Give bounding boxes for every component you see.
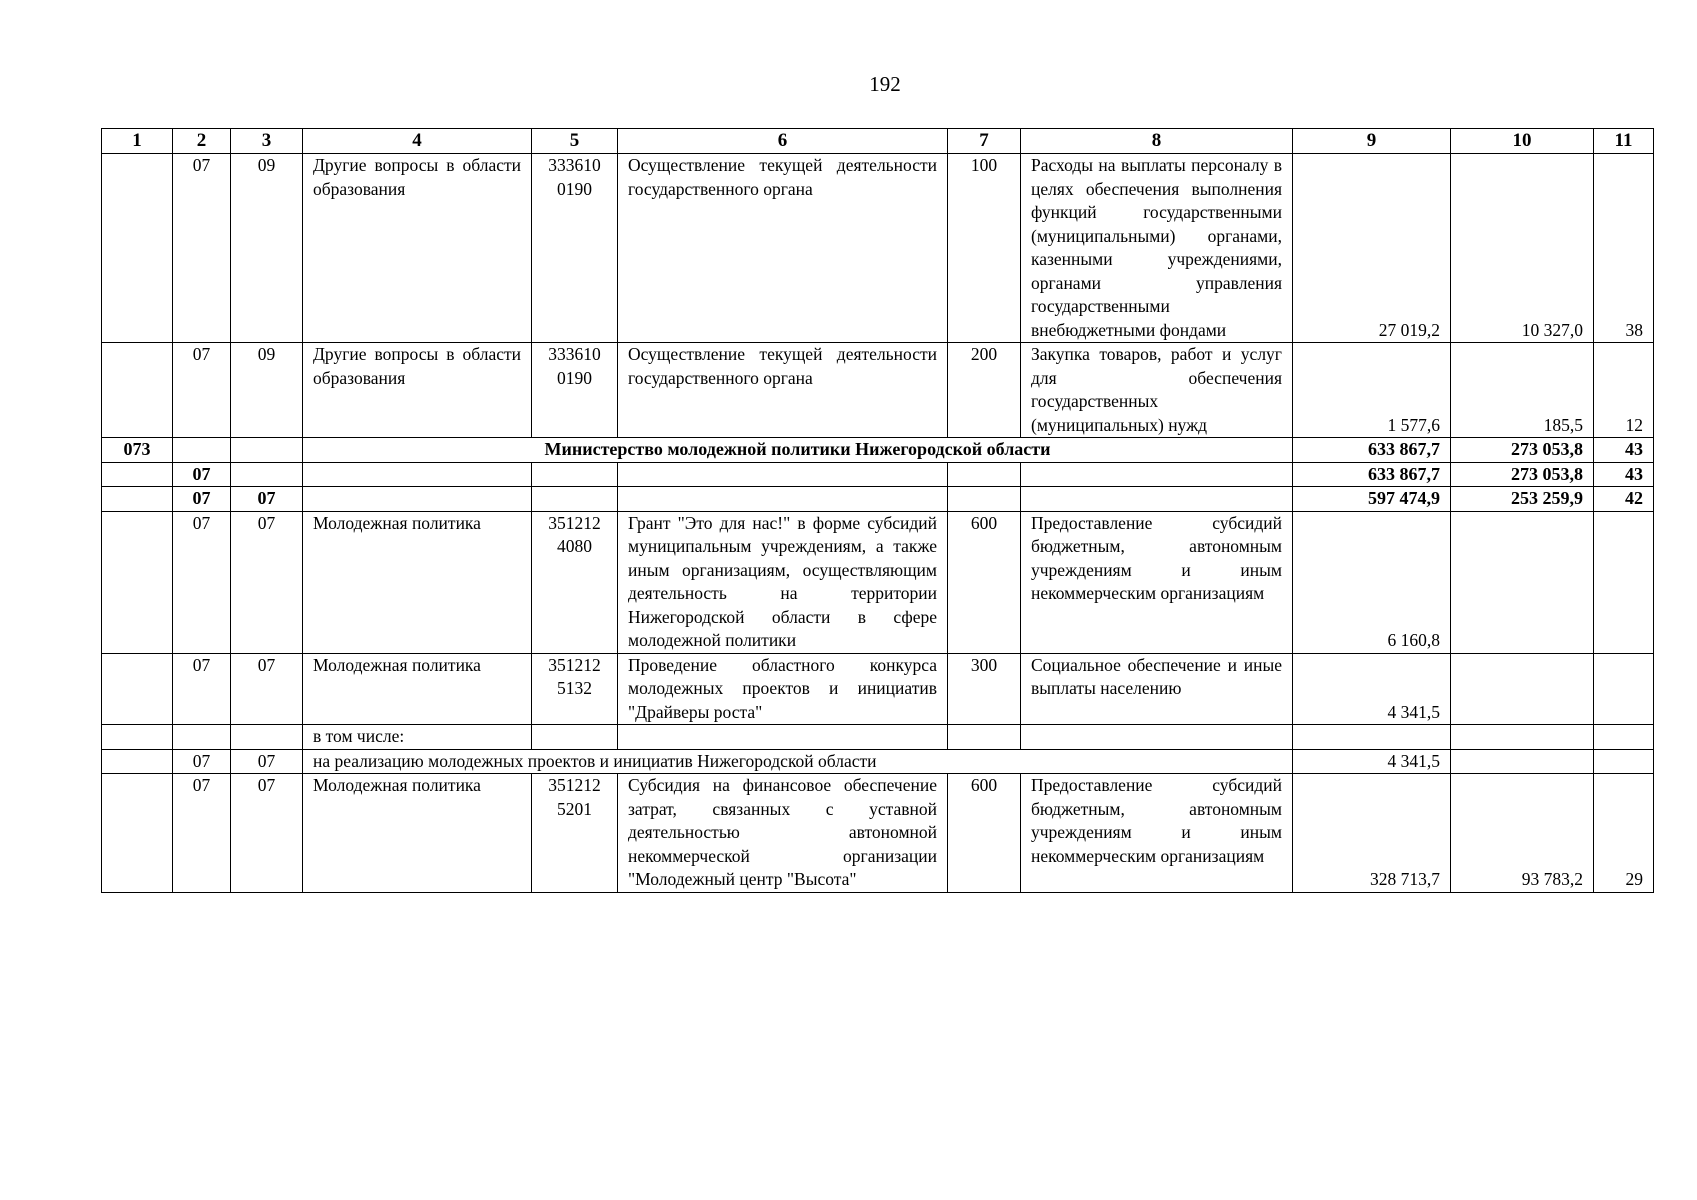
cell-target-name: Субсидия на финансовое обеспечение затрат, связанных с уставной деятельностью автономной некоммерческой организации "Молодежный центр "Высота" (618, 774, 948, 893)
cell-section: 07 (173, 154, 231, 343)
cell-target-name (618, 725, 948, 750)
cell-expense-type: 200 (948, 343, 1021, 438)
cell-percent: 43 (1594, 438, 1654, 463)
cell-expense-type-name: Социальное обеспечение и иные выплаты населению (1021, 653, 1293, 725)
including-row (102, 725, 1654, 750)
cell-amount-plan: 597 474,9 (1293, 487, 1451, 512)
header-cell: 2 (173, 129, 231, 154)
header-row (102, 129, 1654, 154)
header-cell: 10 (1451, 129, 1594, 154)
table-row (102, 154, 1654, 343)
table-row (102, 511, 1654, 653)
cell-percent: 38 (1594, 154, 1654, 343)
cell-amount-actual: 93 783,2 (1451, 774, 1594, 893)
cell-ministry-code (102, 462, 173, 487)
cell-target-code (532, 487, 618, 512)
budget-table (101, 128, 1654, 893)
cell-target-name: Осуществление текущей деятельности государственного органа (618, 154, 948, 343)
subsection-row (102, 487, 1654, 512)
cell-subsection-name: Другие вопросы в области образования (303, 343, 532, 438)
cell-ministry-code (102, 774, 173, 893)
cell-amount-actual: 185,5 (1451, 343, 1594, 438)
cell-subsection: 07 (231, 653, 303, 725)
cell-section: 07 (173, 462, 231, 487)
cell-percent (1594, 749, 1654, 774)
cell-expense-type: 300 (948, 653, 1021, 725)
cell-expense-type (948, 462, 1021, 487)
cell-section (173, 438, 231, 463)
cell-amount-actual: 273 053,8 (1451, 462, 1594, 487)
cell-ministry-code (102, 653, 173, 725)
header-cell: 1 (102, 129, 173, 154)
cell-expense-type: 100 (948, 154, 1021, 343)
cell-target-name: Осуществление текущей деятельности государственного органа (618, 343, 948, 438)
cell-subsection-name: Молодежная политика (303, 774, 532, 893)
cell-percent: 42 (1594, 487, 1654, 512)
cell-ministry-code (102, 511, 173, 653)
cell-subsection-name (303, 462, 532, 487)
header-cell: 11 (1594, 129, 1654, 154)
cell-section: 07 (173, 487, 231, 512)
cell-section: 07 (173, 749, 231, 774)
cell-ministry-code (102, 749, 173, 774)
cell-amount-actual (1451, 511, 1594, 653)
header-cell: 6 (618, 129, 948, 154)
cell-subsection-name (303, 487, 532, 512)
cell-amount-actual (1451, 653, 1594, 725)
cell-subsection-name: Молодежная политика (303, 653, 532, 725)
cell-percent (1594, 511, 1654, 653)
cell-percent: 43 (1594, 462, 1654, 487)
cell-amount-plan: 4 341,5 (1293, 749, 1451, 774)
cell-amount-actual: 253 259,9 (1451, 487, 1594, 512)
cell-target-name (618, 462, 948, 487)
header-cell: 8 (1021, 129, 1293, 154)
cell-subsection: 07 (231, 774, 303, 893)
cell-target-name (618, 487, 948, 512)
cell-amount-plan: 4 341,5 (1293, 653, 1451, 725)
cell-target-code: 351212 5201 (532, 774, 618, 893)
cell-ministry-code: 073 (102, 438, 173, 463)
cell-subsection-name: Молодежная политика (303, 511, 532, 653)
cell-amount-actual (1451, 725, 1594, 750)
header-cell: 3 (231, 129, 303, 154)
cell-percent (1594, 725, 1654, 750)
cell-expense-type-name (1021, 462, 1293, 487)
page-number: 192 (869, 72, 901, 96)
cell-subsection (231, 725, 303, 750)
cell-percent (1594, 653, 1654, 725)
cell-target-name: Проведение областного конкурса молодежных проектов и инициатив "Драйверы роста" (618, 653, 948, 725)
including-detail-row (102, 749, 1654, 774)
cell-target-code: 351212 4080 (532, 511, 618, 653)
cell-expense-type-name: Закупка товаров, работ и услуг для обеспечения государственных (муниципальных) нужд (1021, 343, 1293, 438)
cell-amount-plan (1293, 725, 1451, 750)
section-row (102, 462, 1654, 487)
cell-subsection (231, 438, 303, 463)
cell-ministry-code (102, 487, 173, 512)
including-detail-text: на реализацию молодежных проектов и инициатив Нижегородской области (303, 749, 1293, 774)
cell-amount-actual (1451, 749, 1594, 774)
cell-amount-actual: 10 327,0 (1451, 154, 1594, 343)
cell-target-code: 351212 5132 (532, 653, 618, 725)
table-row (102, 343, 1654, 438)
cell-amount-plan: 6 160,8 (1293, 511, 1451, 653)
cell-amount-plan: 633 867,7 (1293, 438, 1451, 463)
cell-amount-plan: 633 867,7 (1293, 462, 1451, 487)
cell-subsection (231, 462, 303, 487)
cell-expense-type (948, 487, 1021, 512)
cell-ministry-code (102, 154, 173, 343)
cell-subsection: 09 (231, 154, 303, 343)
cell-expense-type: 600 (948, 774, 1021, 893)
cell-section: 07 (173, 653, 231, 725)
cell-expense-type-name (1021, 725, 1293, 750)
cell-subsection-name: Другие вопросы в области образования (303, 154, 532, 343)
cell-expense-type-name: Предоставление субсидий бюджетным, автономным учреждениям и иным некоммерческим организациям (1021, 511, 1293, 653)
cell-target-code: 333610 0190 (532, 343, 618, 438)
cell-expense-type: 600 (948, 511, 1021, 653)
header-cell: 7 (948, 129, 1021, 154)
cell-subsection: 07 (231, 511, 303, 653)
cell-ministry-code (102, 725, 173, 750)
cell-amount-actual: 273 053,8 (1451, 438, 1594, 463)
ministry-row (102, 438, 1654, 463)
cell-amount-plan: 27 019,2 (1293, 154, 1451, 343)
ministry-title: Министерство молодежной политики Нижегородской области (303, 438, 1293, 463)
cell-percent: 12 (1594, 343, 1654, 438)
cell-section: 07 (173, 511, 231, 653)
cell-subsection: 07 (231, 749, 303, 774)
cell-subsection: 09 (231, 343, 303, 438)
cell-section: 07 (173, 774, 231, 893)
table-row (102, 774, 1654, 893)
cell-amount-plan: 1 577,6 (1293, 343, 1451, 438)
cell-expense-type-name (1021, 487, 1293, 512)
header-cell: 4 (303, 129, 532, 154)
cell-section: 07 (173, 343, 231, 438)
header-cell: 9 (1293, 129, 1451, 154)
cell-amount-plan: 328 713,7 (1293, 774, 1451, 893)
cell-expense-type (948, 725, 1021, 750)
cell-expense-type-name: Предоставление субсидий бюджетным, автономным учреждениям и иным некоммерческим организациям (1021, 774, 1293, 893)
table-row (102, 653, 1654, 725)
cell-target-code (532, 725, 618, 750)
cell-subsection: 07 (231, 487, 303, 512)
cell-ministry-code (102, 343, 173, 438)
cell-percent: 29 (1594, 774, 1654, 893)
header-cell: 5 (532, 129, 618, 154)
cell-target-code: 333610 0190 (532, 154, 618, 343)
cell-target-name: Грант "Это для нас!" в форме субсидий муниципальным учреждениям, а также иным организациям, осуществляющим деятельность на территории Нижегородской области в сфере молодежной политики (618, 511, 948, 653)
cell-target-code (532, 462, 618, 487)
cell-section (173, 725, 231, 750)
including-label: в том числе: (303, 725, 532, 750)
cell-expense-type-name: Расходы на выплаты персоналу в целях обеспечения выполнения функций государственными (муниципальными) органами, казенными учреждениями, органами управления государственными внебюджетными фондами (1021, 154, 1293, 343)
